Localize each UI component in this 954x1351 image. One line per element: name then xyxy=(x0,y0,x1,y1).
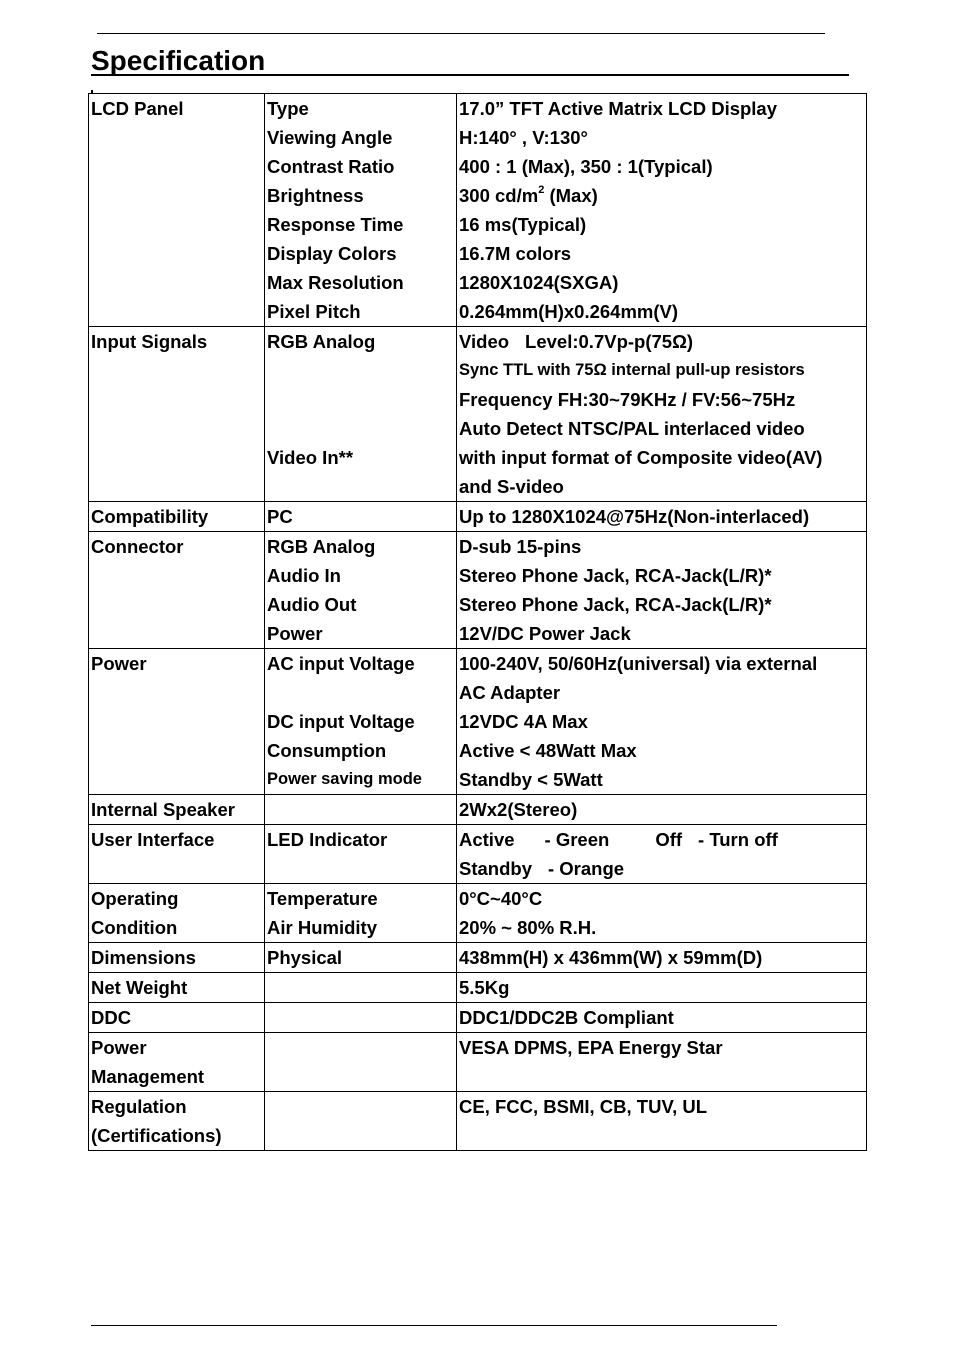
spacer-line xyxy=(267,356,456,385)
value-cell xyxy=(457,973,867,1003)
led-off-label: Off xyxy=(655,829,683,850)
page-title: Specification xyxy=(91,45,266,76)
item-label: Max Resolution xyxy=(267,272,404,293)
value-text: Stereo Phone Jack, RCA-Jack(L/R)* xyxy=(459,594,772,615)
category-label: Operating xyxy=(91,888,179,909)
value-cell xyxy=(457,943,867,973)
category-label: User Interface xyxy=(91,829,215,850)
value-text: 1280X1024(SXGA) xyxy=(459,272,619,293)
led-active-label: Active xyxy=(459,829,515,850)
header-rule xyxy=(97,33,825,34)
category-label: Input Signals xyxy=(91,331,208,352)
table-row-input-signals xyxy=(89,327,867,502)
item-cell xyxy=(265,973,457,1003)
value-text: Up to 1280X1024@75Hz(Non-interlaced) xyxy=(459,506,810,527)
value-cell xyxy=(457,825,867,884)
table-row-power-management xyxy=(89,1033,867,1092)
item-label: Response Time xyxy=(267,214,404,235)
item-cell xyxy=(265,327,457,502)
item-label: Contrast Ratio xyxy=(267,156,395,177)
footer-rule xyxy=(91,1325,777,1326)
value-cell xyxy=(457,94,867,327)
item-label: Power saving mode xyxy=(267,770,422,788)
table-row-lcd-panel xyxy=(89,94,867,327)
category-label: LCD Panel xyxy=(91,98,184,119)
spacer-line xyxy=(267,414,456,443)
value-text: DDC1/DDC2B Compliant xyxy=(459,1007,674,1028)
category-label: Dimensions xyxy=(91,947,196,968)
led-orange: - Orange xyxy=(547,858,625,879)
spacer-line xyxy=(267,973,456,1002)
item-label: Pixel Pitch xyxy=(267,301,361,322)
item-label: Audio Out xyxy=(267,594,357,615)
value-text: Active < 48Watt Max xyxy=(459,740,637,761)
spacer-line xyxy=(267,1092,456,1121)
video-level: Level:0.7Vp-p(75Ω) xyxy=(525,331,694,352)
category-cell xyxy=(89,94,265,327)
item-label: Consumption xyxy=(267,740,387,761)
category-cell xyxy=(89,884,265,943)
value-text: 2Wx2(Stereo) xyxy=(459,799,578,820)
specification-table xyxy=(88,93,867,1151)
item-label: Type xyxy=(267,98,309,119)
video-label: Video xyxy=(459,331,510,352)
spacer-line xyxy=(267,1033,456,1062)
led-standby-label: Standby xyxy=(459,858,532,879)
category-cell xyxy=(89,973,265,1003)
value-text: 12VDC 4A Max xyxy=(459,711,588,732)
category-label: Connector xyxy=(91,536,184,557)
item-label: Brightness xyxy=(267,185,364,206)
table-row-connector xyxy=(89,532,867,649)
table-row-internal-speaker xyxy=(89,795,867,825)
value-text: 12V/DC Power Jack xyxy=(459,623,631,644)
table-row-operating-condition xyxy=(89,884,867,943)
item-cell xyxy=(265,1092,457,1151)
video-level-value xyxy=(459,327,866,356)
led-turn-off: - Turn off xyxy=(698,829,778,850)
value-cell xyxy=(457,795,867,825)
item-label: Temperature xyxy=(267,888,378,909)
category-cell xyxy=(89,825,265,884)
table-row-power xyxy=(89,649,867,795)
value-text: 20% ~ 80% R.H. xyxy=(459,917,597,938)
value-cell xyxy=(457,502,867,532)
category-label: Power xyxy=(91,1037,147,1058)
value-text: and S-video xyxy=(459,476,564,497)
spacer-line xyxy=(267,854,456,883)
item-label: AC input Voltage xyxy=(267,653,415,674)
category-cell xyxy=(89,502,265,532)
value-text: 0.264mm(H)x0.264mm(V) xyxy=(459,301,679,322)
value-text: with input format of Composite video(AV) xyxy=(459,447,823,468)
item-cell xyxy=(265,532,457,649)
item-label: Power xyxy=(267,623,323,644)
value-cell xyxy=(457,532,867,649)
item-cell xyxy=(265,943,457,973)
item-label: RGB Analog xyxy=(267,331,376,352)
value-text: 16.7M colors xyxy=(459,243,572,264)
value-text: 17.0” TFT Active Matrix LCD Display xyxy=(459,98,778,119)
value-text: 5.5Kg xyxy=(459,977,510,998)
table-row-user-interface xyxy=(89,825,867,884)
item-cell xyxy=(265,94,457,327)
category-label: Management xyxy=(91,1066,205,1087)
category-cell xyxy=(89,795,265,825)
item-label: Display Colors xyxy=(267,243,397,264)
value-text: Frequency FH:30~79KHz / FV:56~75Hz xyxy=(459,389,796,410)
brightness-suffix: (Max) xyxy=(544,185,598,206)
category-label: DDC xyxy=(91,1007,132,1028)
category-cell xyxy=(89,327,265,502)
led-active-line xyxy=(459,825,866,854)
value-cell xyxy=(457,1033,867,1092)
value-text: Sync TTL with 75Ω internal pull-up resistors xyxy=(459,361,805,379)
item-label: Audio In xyxy=(267,565,341,586)
category-cell xyxy=(89,1092,265,1151)
item-cell xyxy=(265,502,457,532)
item-cell xyxy=(265,1003,457,1033)
brightness-unit: 300 cd/m xyxy=(459,185,539,206)
value-cell xyxy=(457,327,867,502)
category-cell xyxy=(89,943,265,973)
table-row-dimensions xyxy=(89,943,867,973)
category-cell xyxy=(89,1033,265,1092)
value-text: 0°C~40°C xyxy=(459,888,543,909)
table-row-ddc xyxy=(89,1003,867,1033)
spacer-line xyxy=(267,795,456,824)
value-text: H:140° , V:130° xyxy=(459,127,588,148)
value-cell xyxy=(457,1003,867,1033)
category-label: Condition xyxy=(91,917,178,938)
brightness-superscript: 2 xyxy=(538,184,545,196)
category-label: Internal Speaker xyxy=(91,799,235,820)
value-text: 438mm(H) x 436mm(W) x 59mm(D) xyxy=(459,947,763,968)
brightness-value xyxy=(459,181,866,210)
item-cell xyxy=(265,825,457,884)
value-text: D-sub 15-pins xyxy=(459,536,582,557)
value-text: 100-240V, 50/60Hz(universal) via external xyxy=(459,653,818,674)
value-text: 16 ms(Typical) xyxy=(459,214,587,235)
item-label: Viewing Angle xyxy=(267,127,393,148)
value-text: Auto Detect NTSC/PAL interlaced video xyxy=(459,418,805,439)
value-cell xyxy=(457,649,867,795)
value-cell xyxy=(457,1092,867,1151)
value-cell xyxy=(457,884,867,943)
item-cell xyxy=(265,795,457,825)
item-cell xyxy=(265,1033,457,1092)
led-standby-line xyxy=(459,854,866,883)
item-label: Video In** xyxy=(267,447,354,468)
item-label: LED Indicator xyxy=(267,829,388,850)
item-cell xyxy=(265,649,457,795)
table-row-net-weight xyxy=(89,973,867,1003)
table-row-regulation xyxy=(89,1092,867,1151)
value-text: VESA DPMS, EPA Energy Star xyxy=(459,1037,723,1058)
category-cell xyxy=(89,1003,265,1033)
item-label: Physical xyxy=(267,947,343,968)
spacer-line xyxy=(267,678,456,707)
value-text: Standby < 5Watt xyxy=(459,769,603,790)
category-label: (Certifications) xyxy=(91,1125,222,1146)
value-text: Stereo Phone Jack, RCA-Jack(L/R)* xyxy=(459,565,772,586)
item-cell xyxy=(265,884,457,943)
table-row-compatibility xyxy=(89,502,867,532)
category-cell xyxy=(89,532,265,649)
item-label: RGB Analog xyxy=(267,536,376,557)
value-text: 400 : 1 (Max), 350 : 1(Typical) xyxy=(459,156,713,177)
spacer-line xyxy=(267,1003,456,1032)
category-label: Regulation xyxy=(91,1096,187,1117)
category-label: Net Weight xyxy=(91,977,188,998)
category-label: Compatibility xyxy=(91,506,209,527)
spacer-line xyxy=(267,385,456,414)
category-label: Power xyxy=(91,653,147,674)
title-underline xyxy=(91,74,849,76)
led-green: - Green xyxy=(544,829,610,850)
value-text: CE, FCC, BSMI, CB, TUV, UL xyxy=(459,1096,708,1117)
value-text: AC Adapter xyxy=(459,682,561,703)
category-cell xyxy=(89,649,265,795)
spacer-line xyxy=(267,472,456,501)
item-label: DC input Voltage xyxy=(267,711,415,732)
item-label: Air Humidity xyxy=(267,917,377,938)
item-label: PC xyxy=(267,506,293,527)
